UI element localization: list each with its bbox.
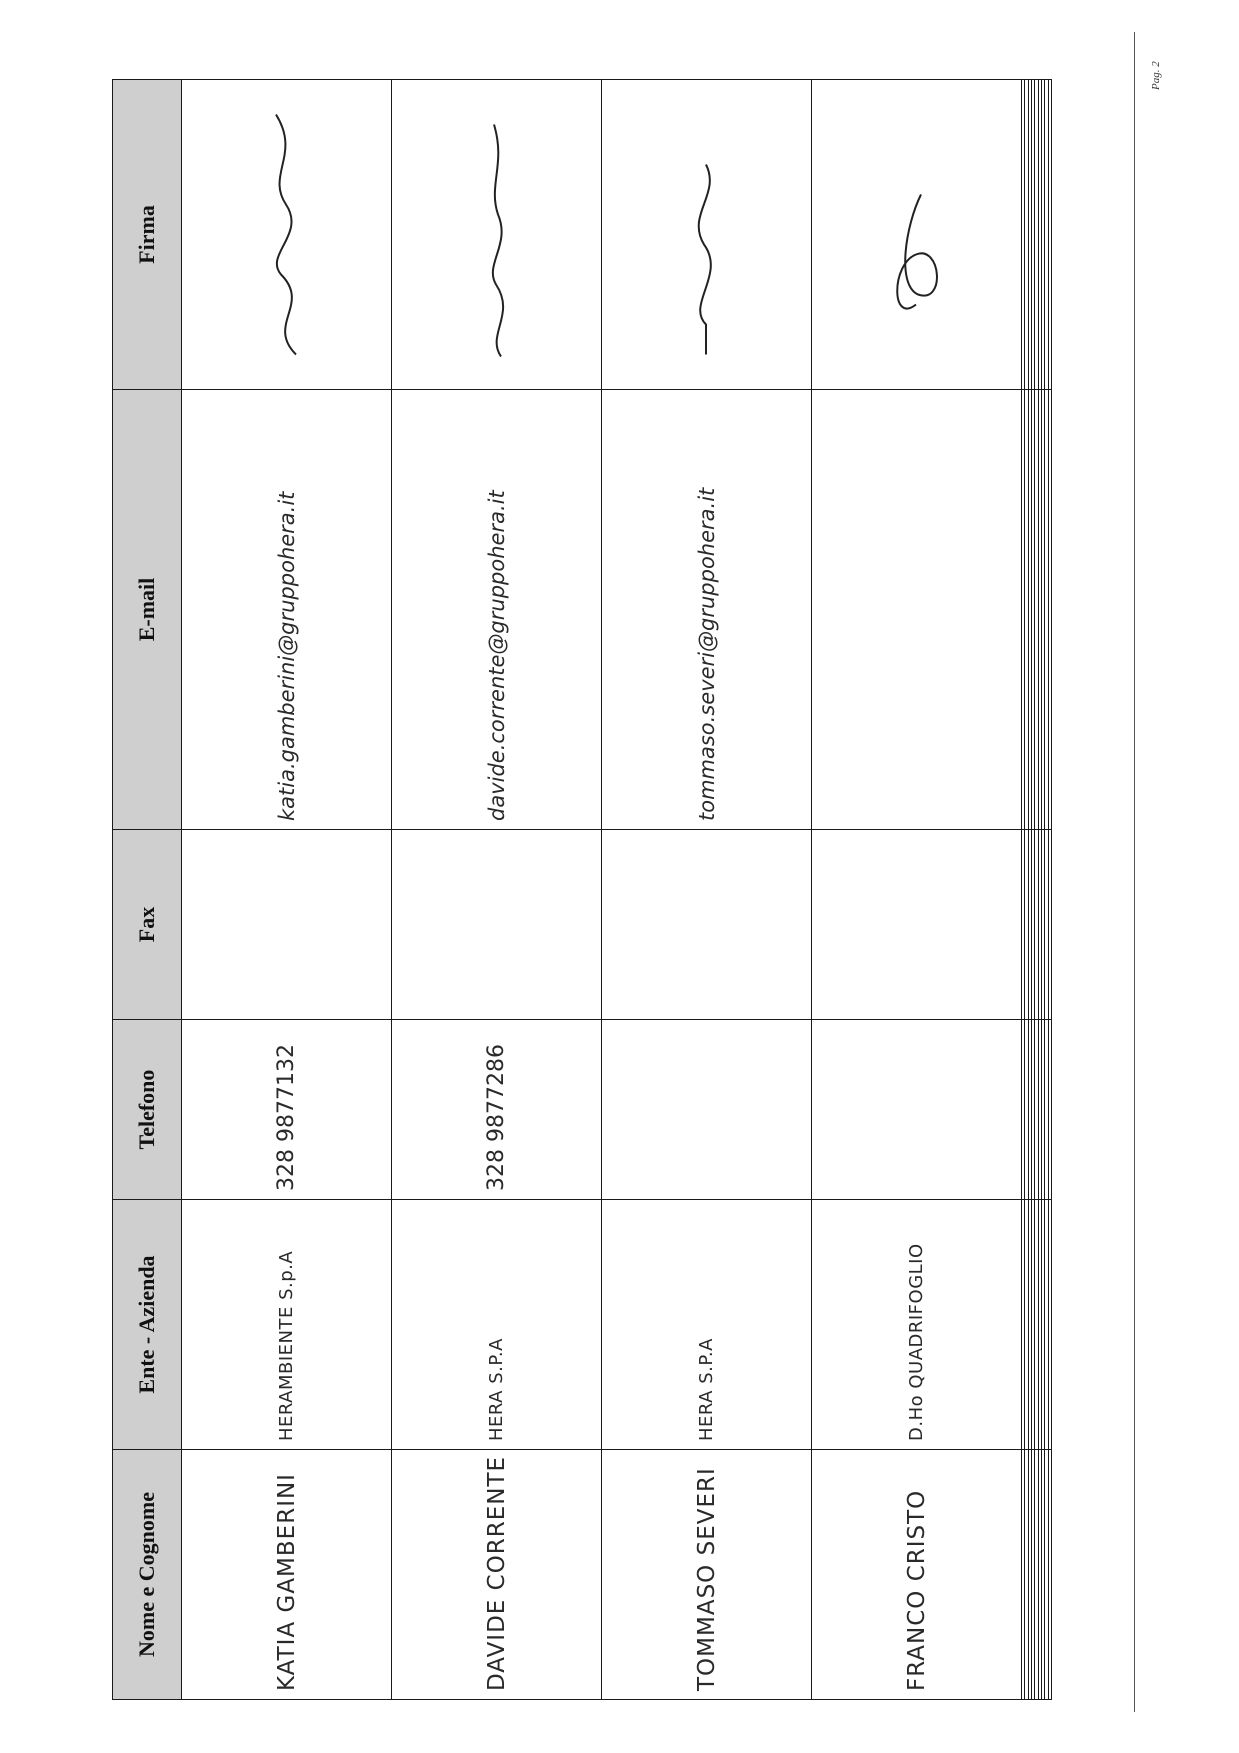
cell-email [812, 390, 1022, 830]
cell-signature [182, 80, 392, 390]
table-row [602, 80, 812, 1700]
cell-fax [392, 830, 602, 1020]
cell-phone [1048, 1020, 1051, 1200]
header-email: E-mail [113, 390, 182, 830]
cell-fax [1048, 830, 1051, 1020]
cell-org: HERA S.P.A [602, 1200, 812, 1450]
cell-signature [392, 80, 602, 390]
cell-phone [602, 1020, 812, 1200]
handwritten-signature [466, 84, 528, 385]
handwritten-signature [676, 84, 738, 385]
header-org: Ente - Azienda [113, 1200, 182, 1450]
cell-phone: 328 9877132 [182, 1020, 392, 1200]
cell-email: davide.corrente@gruppohera.it [392, 390, 602, 830]
table-row [812, 80, 1022, 1700]
cell-signature [602, 80, 812, 390]
cell-name: DAVIDE CORRENTE [392, 1450, 602, 1700]
cell-name: KATIA GAMBERINI [182, 1450, 392, 1700]
handwritten-signature [886, 84, 948, 385]
header-row [113, 80, 182, 1700]
table-row [1048, 80, 1051, 1700]
cell-signature [812, 80, 1022, 390]
margin-rule [1134, 32, 1135, 1712]
cell-phone [812, 1020, 1022, 1200]
header-name: Nome e Cognome [113, 1450, 182, 1700]
cell-org: D.Ho QUADRIFOGLIO [812, 1200, 1022, 1450]
cell-email: katia.gamberini@gruppohera.it [182, 390, 392, 830]
attendance-table [112, 79, 1052, 1700]
cell-email: tommaso.severi@gruppohera.it [602, 390, 812, 830]
header-signature: Firma [113, 80, 182, 390]
cell-name: TOMMASO SEVERI [602, 1450, 812, 1700]
cell-org [1048, 1200, 1051, 1450]
attendance-table-rotated [112, 80, 1052, 1700]
cell-signature [1048, 80, 1051, 390]
cell-org: HERA S.P.A [392, 1200, 602, 1450]
handwritten-signature [256, 84, 318, 385]
cell-name: FRANCO CRISTO [812, 1450, 1022, 1700]
cell-email [1048, 390, 1051, 830]
page-number: Pag. 2 [1150, 61, 1162, 90]
header-fax: Fax [113, 830, 182, 1020]
cell-fax [602, 830, 812, 1020]
header-phone: Telefono [113, 1020, 182, 1200]
cell-phone: 328 9877286 [392, 1020, 602, 1200]
cell-name [1048, 1450, 1051, 1700]
cell-org: HERAMBIENTE S.p.A [182, 1200, 392, 1450]
cell-fax [182, 830, 392, 1020]
cell-fax [812, 830, 1022, 1020]
table-row [182, 80, 392, 1700]
table-row [392, 80, 602, 1700]
